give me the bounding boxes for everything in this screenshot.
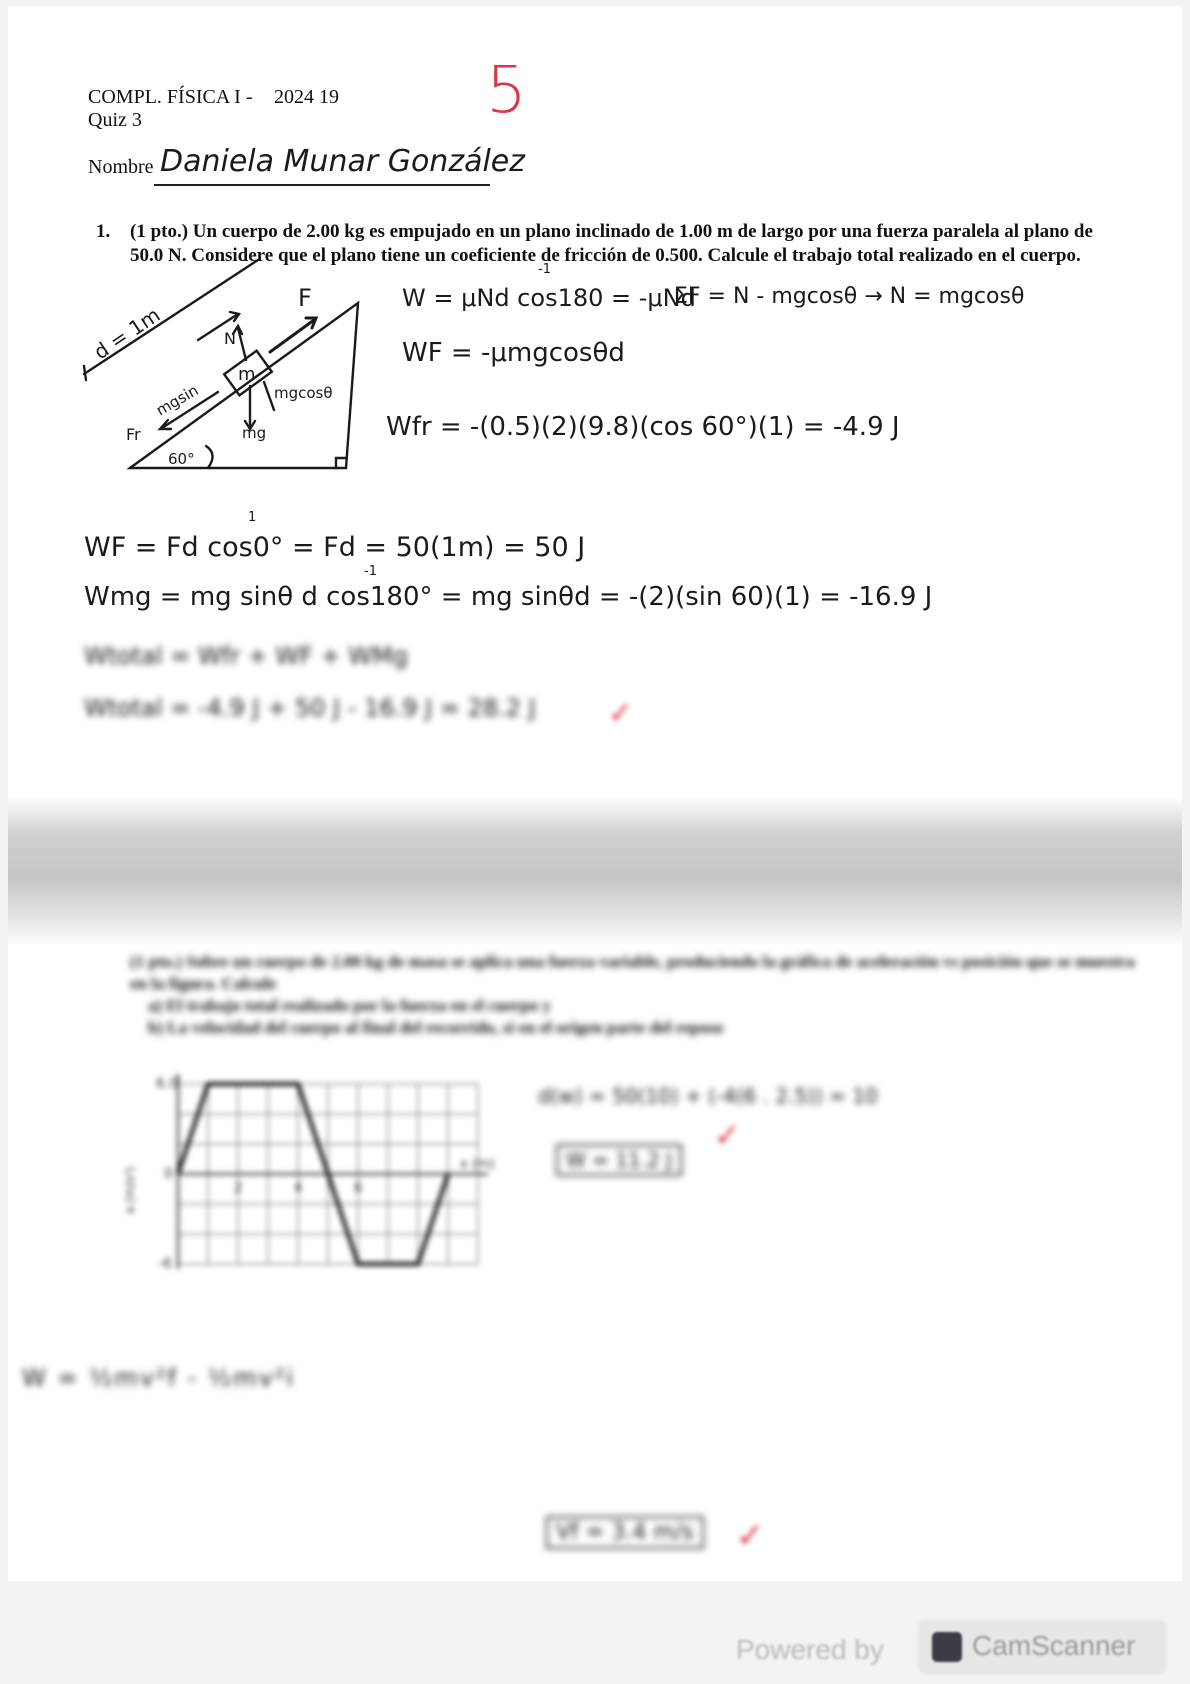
question-2-part-b: b) La velocidad del cuerpo al final del recorrido, si en el origen parte del reposo: [148, 1018, 724, 1037]
right-angle-mark: [336, 458, 346, 468]
term-label: 2024 19: [274, 86, 339, 108]
mgcos-arrow: [264, 382, 274, 410]
quiz-label: Quiz 3: [88, 109, 142, 131]
y-tick-top: 6.0: [156, 1076, 179, 1092]
q2-answer-2-box: [556, 1144, 682, 1176]
camscanner-logo-icon: [932, 1632, 962, 1662]
check-mark-3: ✓: [736, 1516, 765, 1556]
work-mark-3: -1: [364, 564, 377, 579]
x-tick-6: 6: [354, 1181, 363, 1196]
y-tick-zero: 0: [164, 1166, 173, 1182]
q2-answer-1: d(w) = 50(10) + (-4(6 . 2.5)) = 10: [538, 1084, 878, 1108]
illegible-line-1: Wtotal = Wfr + WF + WMg: [84, 642, 408, 670]
name-label: Nombre: [88, 156, 154, 178]
y-axis-label: a (m/s²): [123, 1166, 137, 1214]
x-axis-label: x (m): [460, 1157, 495, 1172]
question-1-number: 1.: [96, 221, 111, 242]
work-mark-1: -1: [538, 262, 551, 277]
question-1: [96, 220, 1128, 268]
work-line-5: WF = Fd cos0° = Fd = 50(1m) = 50 J: [84, 532, 586, 563]
student-name: Daniela Munar González: [160, 144, 525, 179]
illegible-line-2: Wtotal = -4.9 J + 50 J - 16.9 J = 28.2 J: [84, 694, 536, 722]
scanned-page: [8, 6, 1182, 1581]
work-line-2: ΣF = N - mgcosθ → N = mgcosθ: [674, 284, 1025, 309]
angle-label: 60°: [168, 450, 195, 468]
work-mark-2: 1: [248, 510, 257, 525]
question-2-part-a: a) El trabajo total realizado por la fuerza en el cuerpo y: [148, 996, 552, 1015]
work-line-1: W = μNd cos180 = -μNd: [402, 284, 696, 312]
angle-arc: [206, 446, 213, 468]
acceleration-graph: [123, 1064, 508, 1289]
x-tick-4: 4: [294, 1181, 303, 1196]
name-underline: [154, 184, 490, 186]
q2-answer-3: W = ½mv²f - ½mv²i: [22, 1364, 296, 1392]
work-line-6: Wmg = mg sinθ d cos180° = mg sinθd = -(2)(sin 60)(1) = -16.9 J: [84, 582, 933, 612]
friction-label: Fr: [126, 425, 141, 444]
powered-by-label: Powered by: [736, 1634, 884, 1665]
camscanner-badge: [918, 1620, 1166, 1674]
q2-answer-2: W = 11.2 J: [556, 1144, 682, 1176]
q2-answer-4: Vf = 3.4 m/s: [546, 1516, 704, 1549]
y-tick-bottom: -6: [158, 1256, 172, 1272]
mg-cos-label: mgcosθ: [274, 384, 333, 402]
question-1-text: (1 pto.) Un cuerpo de 2.00 kg es empujado en un plano inclinado de 1.00 m de largo por una fuerza paralela al plano de 50.0 N. Considere que el plano tiene un coeficiente de fricción de 0.500. Calcule el trabajo total realizado en el cuerpo.: [130, 221, 1093, 266]
force-arrow-shaft: [270, 320, 314, 352]
page-fold-shadow: [8, 796, 1182, 946]
q2-answer-4-box: [546, 1516, 704, 1549]
question-2-text: (1 pto.) Sobre un cuerpo de 2.00 kg de masa se aplica una fuerza variable, produciendo la gráfica de aceleración vs posición que se muestra en la figura. Calcule: [130, 952, 1135, 993]
check-mark-1: ✓: [608, 696, 634, 731]
grade-mark: 5: [486, 54, 527, 128]
mass-label: m: [238, 364, 256, 385]
normal-label: N: [224, 329, 236, 348]
work-line-3: WF = -μmgcosθd: [402, 338, 625, 368]
camscanner-brand: CamScanner: [972, 1630, 1136, 1661]
check-mark-2: ✓: [714, 1116, 741, 1154]
question-2: [96, 951, 1136, 1039]
distance-label: d = 1m: [89, 302, 165, 365]
incline-diagram: [78, 268, 398, 508]
work-line-4: Wfr = -(0.5)(2)(9.8)(cos 60°)(1) = -4.9 J: [386, 412, 900, 442]
force-label: F: [298, 284, 312, 312]
mg-sin-label: mgsin: [153, 381, 202, 420]
distance-tick: [84, 366, 86, 380]
weight-label: mg: [242, 424, 267, 442]
x-tick-2: 2: [234, 1181, 243, 1196]
course-title: COMPL. FÍSICA I -: [88, 86, 253, 108]
